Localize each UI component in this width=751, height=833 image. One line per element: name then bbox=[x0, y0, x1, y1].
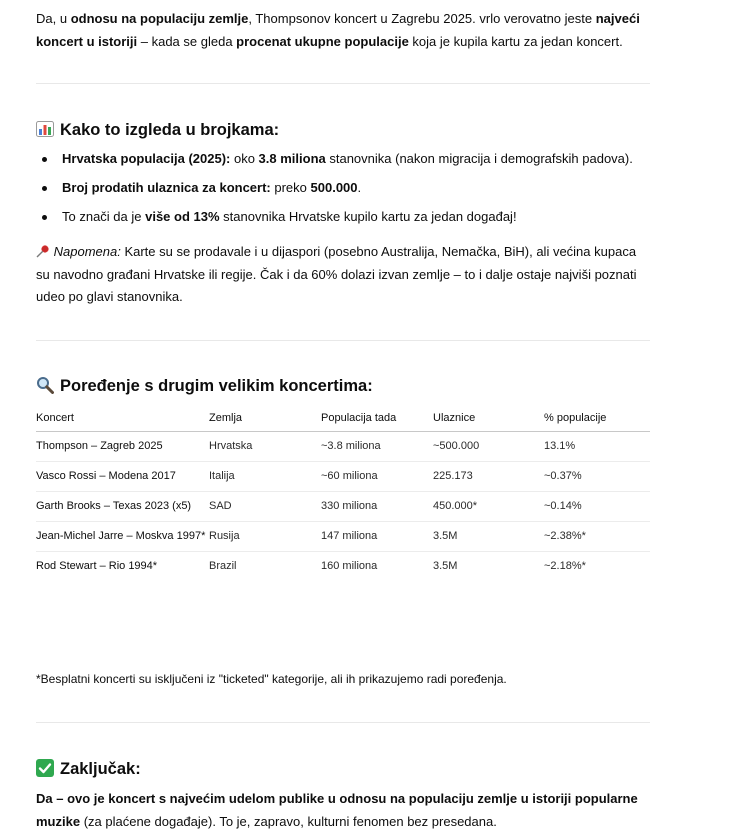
note-label: Napomena: bbox=[53, 244, 121, 259]
item-text: stanovnika Hrvatske kupilo kartu za jedan događaj! bbox=[219, 209, 517, 224]
table-cell: 3.5M bbox=[433, 560, 458, 572]
table-cell: ~0.14% bbox=[544, 492, 650, 522]
intro-bold: odnosu na populaciju zemlje bbox=[70, 11, 249, 26]
table-footnote: *Besplatni koncerti su isključeni iz "ticketed" kategorije, ali ih prikazujemo radi poređenja. bbox=[36, 672, 507, 686]
intro-text: koja je kupila kartu za jedan koncert. bbox=[408, 34, 623, 49]
item-bold: više od 13% bbox=[145, 209, 220, 224]
item-text: oko bbox=[230, 151, 259, 166]
table-cell: Rusija bbox=[209, 522, 321, 552]
item-bold: 500.000 bbox=[310, 180, 358, 195]
magnifier-icon bbox=[36, 375, 56, 399]
table-cell: 330 miliona bbox=[321, 492, 433, 522]
section-heading-text: Zaključak: bbox=[60, 760, 141, 778]
item-bold: Broj prodatih ulaznica za koncert: bbox=[62, 180, 271, 195]
table-cell: Thompson – Zagreb 2025 bbox=[36, 432, 209, 462]
table-cell: ~2.38%* bbox=[544, 522, 650, 552]
section-heading-text: Poređenje s drugim velikim koncertima: bbox=[60, 377, 373, 395]
conclusion-bold: Da – ovo je koncert s najvećim udelom publike u odnosu na populaciju zemlje u istoriji popularne muzike bbox=[36, 791, 638, 829]
item-bold: 3.8 miliona bbox=[258, 151, 326, 166]
list-item bbox=[36, 176, 650, 205]
column-header: % populacije bbox=[544, 405, 650, 432]
table-cell: Vasco Rossi – Modena 2017 bbox=[36, 462, 209, 492]
section-divider bbox=[36, 340, 650, 341]
item-text: preko bbox=[270, 180, 311, 195]
table-cell: ~500.000 bbox=[433, 432, 544, 462]
column-header: Populacija tada bbox=[321, 405, 433, 432]
table-cell: 160 miliona bbox=[321, 560, 378, 572]
intro-bold: procenat ukupne populacije bbox=[236, 34, 409, 49]
table-cell: ~3.8 miliona bbox=[321, 432, 433, 462]
table-cell: Brazil bbox=[209, 560, 237, 572]
table-cell: Garth Brooks – Texas 2023 (x5) bbox=[36, 492, 209, 522]
item-bold: Hrvatska populacija (2025): bbox=[62, 151, 231, 166]
intro-bold: najveći koncert u istoriji bbox=[36, 11, 640, 49]
bar-chart-icon bbox=[36, 119, 56, 143]
conclusion-text: (za plaćene događaje). To je, zapravo, kulturni fenomen bez presedana. bbox=[80, 814, 497, 829]
table-cell: Italija bbox=[209, 462, 321, 492]
note-text: Karte su se prodavale i u dijaspori (posebno Australija, Nemačka, BiH), ali većina kupaca su navodno građani Hrvatske ili regije. Čak i da 60% dolazi izvan zemlje – to i dalje ostaje najviši poznati udeo po glavi stanovnika. bbox=[36, 244, 637, 304]
conclusion-heading bbox=[36, 757, 141, 782]
column-header: Zemlja bbox=[209, 405, 321, 432]
numbers-heading bbox=[36, 118, 279, 143]
comparison-table bbox=[36, 405, 650, 581]
table-cell: Jean-Michel Jarre – Moskva 1997* bbox=[36, 522, 209, 552]
table-row bbox=[36, 552, 650, 582]
section-divider bbox=[36, 83, 650, 84]
numbers-list bbox=[36, 147, 650, 234]
table-cell: ~60 miliona bbox=[321, 462, 433, 492]
table-row bbox=[36, 522, 650, 552]
intro-text: , Thompsonov koncert u Zagrebu 2025. vrlo verovatno jeste bbox=[248, 11, 596, 26]
table-row bbox=[36, 492, 650, 522]
table-cell: 13.1% bbox=[544, 432, 650, 462]
list-item bbox=[36, 205, 650, 234]
comparison-heading bbox=[36, 374, 373, 399]
table-cell: Rod Stewart – Rio 1994* bbox=[36, 560, 158, 572]
intro-text: – kada se gleda bbox=[137, 34, 237, 49]
table-cell: 450.000* bbox=[433, 492, 544, 522]
column-header: Ulaznice bbox=[433, 405, 544, 432]
section-heading-text: Kako to izgleda u brojkama: bbox=[60, 121, 280, 139]
pushpin-icon bbox=[36, 244, 50, 259]
conclusion-paragraph bbox=[36, 787, 650, 833]
list-item bbox=[36, 147, 650, 176]
table-header-row bbox=[36, 405, 650, 432]
table-cell: SAD bbox=[209, 492, 321, 522]
intro-text: Da, u bbox=[36, 11, 71, 26]
column-header: Koncert bbox=[36, 405, 209, 432]
table-row bbox=[36, 462, 650, 492]
table-cell: 225.173 bbox=[433, 462, 544, 492]
table-cell: 3.5M bbox=[433, 522, 544, 552]
item-text: To znači da je bbox=[62, 209, 146, 224]
item-text: . bbox=[357, 180, 362, 195]
check-mark-icon bbox=[36, 758, 56, 782]
note-paragraph bbox=[36, 241, 650, 309]
section-divider bbox=[36, 722, 650, 723]
item-text: stanovnika (nakon migracija i demografskih padova). bbox=[325, 151, 633, 166]
table-cell: ~0.37% bbox=[544, 462, 650, 492]
table-cell: 147 miliona bbox=[321, 522, 433, 552]
intro-paragraph bbox=[36, 7, 650, 53]
table-row bbox=[36, 432, 650, 462]
table-cell: ~2.18%* bbox=[544, 560, 586, 572]
table-cell: Hrvatska bbox=[209, 432, 321, 462]
